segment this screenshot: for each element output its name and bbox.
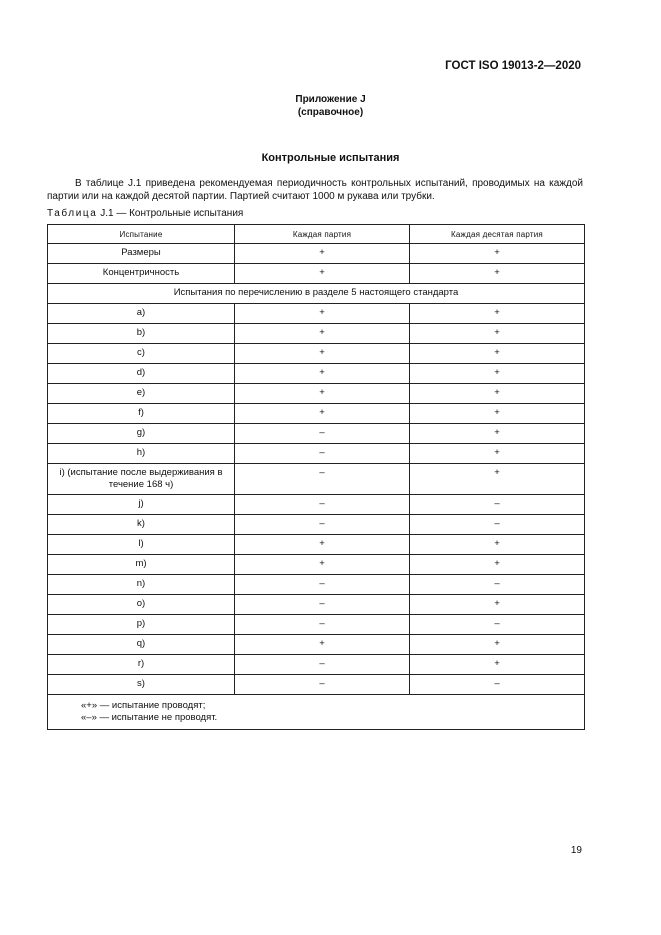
tests-table [47,224,585,730]
table-caption [47,208,243,219]
table-row [48,324,585,344]
annex-title: Приложение J [295,94,366,105]
header-each-batch: Каждая партия [235,225,410,244]
annex-type: (справочное) [297,107,364,118]
test-name-cell: s) [48,675,235,695]
each-tenth-batch-cell: – [410,575,585,595]
test-name-cell: k) [48,515,235,535]
table-row [48,515,585,535]
intro-paragraph: В таблице J.1 приведена рекомендуемая периодичность контрольных испытаний, проводимых на каждой партии или на каждой десятой партии. Партией считают 1000 м рукава или трубки. [47,178,583,202]
annex-heading [0,93,661,119]
each-tenth-batch-cell: + [410,635,585,655]
each-batch-cell: – [235,595,410,615]
each-tenth-batch-cell: – [410,615,585,635]
table-row [48,615,585,635]
table-row [48,595,585,615]
each-batch-cell: + [235,404,410,424]
each-batch-cell: + [235,304,410,324]
test-name-cell: j) [48,495,235,515]
test-name-cell: Концентричность [48,264,235,284]
each-tenth-batch-cell: – [410,675,585,695]
table-row [48,464,585,495]
each-tenth-batch-cell: + [410,364,585,384]
table-row [48,655,585,675]
table-row [48,444,585,464]
test-name-cell: r) [48,655,235,675]
test-name-cell: f) [48,404,235,424]
table-row [48,675,585,695]
each-batch-cell: – [235,675,410,695]
each-batch-cell: + [235,635,410,655]
note-minus: «–» — испытание не проводят. [81,712,218,723]
each-tenth-batch-cell: + [410,595,585,615]
each-batch-cell: + [235,344,410,364]
each-batch-cell: – [235,424,410,444]
each-batch-cell: + [235,535,410,555]
table-row [48,384,585,404]
each-tenth-batch-cell: + [410,264,585,284]
each-batch-cell: + [235,555,410,575]
section-title: Контрольные испытания [261,152,400,164]
each-batch-cell: – [235,515,410,535]
table-row [48,555,585,575]
test-name-cell: h) [48,444,235,464]
test-name-cell: b) [48,324,235,344]
test-name-cell: d) [48,364,235,384]
each-tenth-batch-cell: + [410,244,585,264]
table-row [48,575,585,595]
table-row [48,304,585,324]
each-batch-cell: + [235,244,410,264]
each-batch-cell: – [235,655,410,675]
header-test: Испытание [48,225,235,244]
table-row [48,264,585,284]
table-caption-text: J.1 — Контрольные испытания [100,208,244,219]
test-name-cell: a) [48,304,235,324]
table-span-row [48,284,585,304]
header-each-tenth-batch: Каждая десятая партия [410,225,585,244]
each-tenth-batch-cell: + [410,555,585,575]
table-row [48,424,585,444]
test-name-cell: e) [48,384,235,404]
test-name-cell: g) [48,424,235,444]
each-tenth-batch-cell: + [410,384,585,404]
test-name-cell: o) [48,595,235,615]
each-batch-cell: + [235,364,410,384]
table-row [48,635,585,655]
test-name-cell: m) [48,555,235,575]
each-batch-cell: – [235,575,410,595]
each-tenth-batch-cell: + [410,304,585,324]
test-name-cell: i) (испытание после выдерживания в течение 168 ч) [48,464,235,495]
table-row [48,495,585,515]
each-tenth-batch-cell: – [410,515,585,535]
table-header-row [48,225,585,244]
table-row [48,404,585,424]
test-name-cell: c) [48,344,235,364]
each-batch-cell: – [235,495,410,515]
test-name-cell: q) [48,635,235,655]
each-tenth-batch-cell: + [410,535,585,555]
each-tenth-batch-cell: – [410,495,585,515]
each-batch-cell: – [235,444,410,464]
each-batch-cell: – [235,464,410,495]
table-row [48,364,585,384]
each-tenth-batch-cell: + [410,444,585,464]
span-row-cell: Испытания по перечислению в разделе 5 настоящего стандарта [48,284,585,304]
table-row [48,244,585,264]
test-name-cell: Размеры [48,244,235,264]
table-caption-prefix: Таблица [47,208,98,219]
document-code: ГОСТ ISO 19013-2—2020 [445,60,581,72]
each-batch-cell: + [235,384,410,404]
table-notes-row [48,695,585,730]
table-row [48,535,585,555]
each-batch-cell: + [235,324,410,344]
note-plus: «+» — испытание проводят; [81,700,206,711]
each-batch-cell: – [235,615,410,635]
notes-cell [48,695,585,730]
each-batch-cell: + [235,264,410,284]
each-tenth-batch-cell: + [410,324,585,344]
test-name-cell: n) [48,575,235,595]
each-tenth-batch-cell: + [410,464,585,495]
each-tenth-batch-cell: + [410,655,585,675]
test-name-cell: p) [48,615,235,635]
each-tenth-batch-cell: + [410,404,585,424]
each-tenth-batch-cell: + [410,424,585,444]
test-name-cell: l) [48,535,235,555]
each-tenth-batch-cell: + [410,344,585,364]
page-number: 19 [570,845,582,856]
table-row [48,344,585,364]
